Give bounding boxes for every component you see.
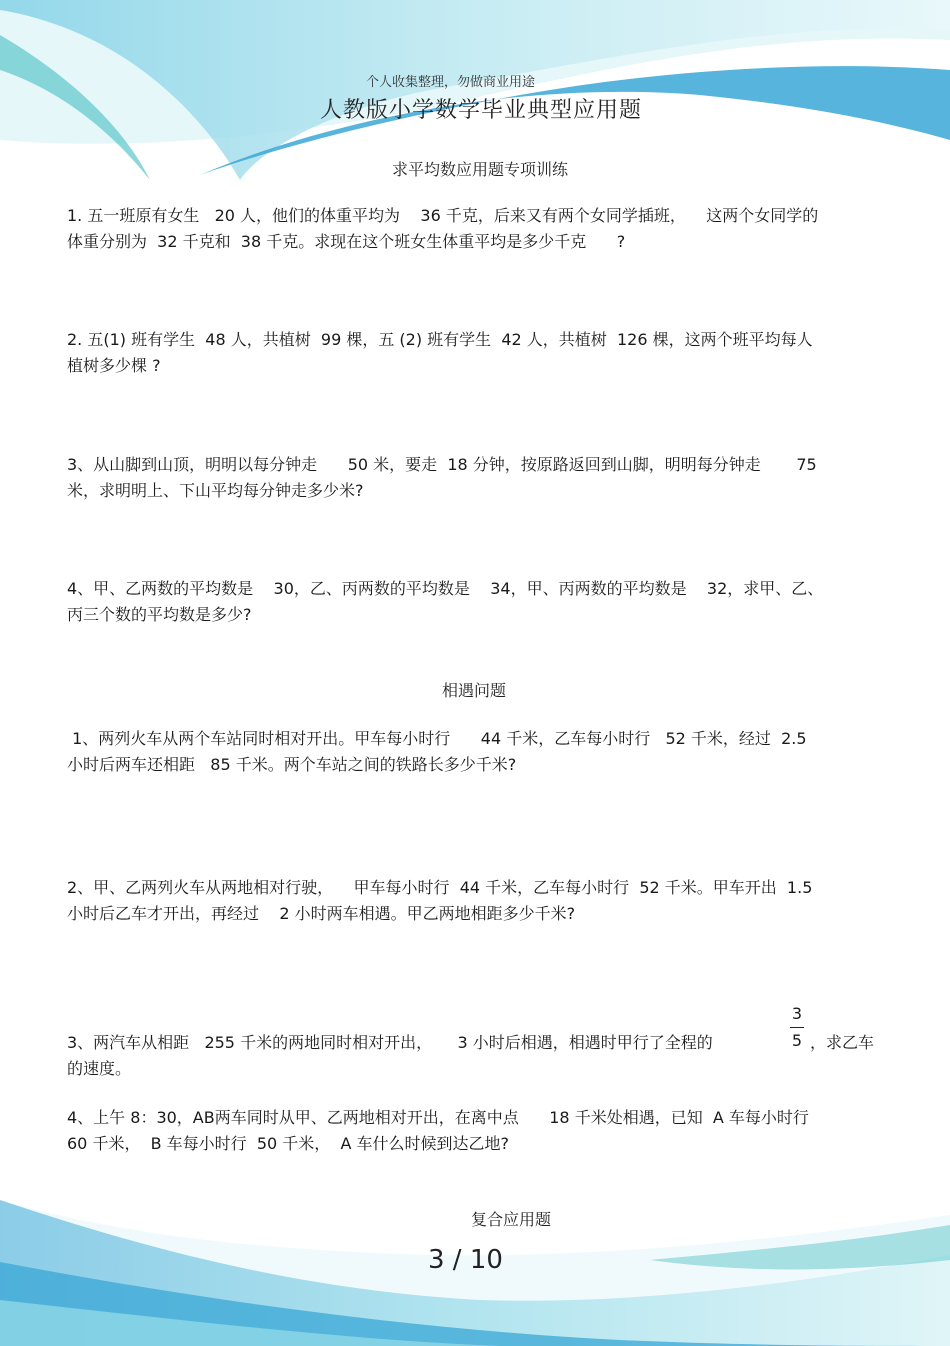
question-line: 米，求明明上、下山平均每分钟走多少米? bbox=[67, 481, 364, 500]
section-title-average: 求平均数应用题专项训练 bbox=[392, 160, 569, 179]
question-line: 60 千米， B 车每小时行 50 千米， A 车什么时候到达乙地? bbox=[67, 1134, 509, 1153]
fraction-three-fifths bbox=[787, 1004, 807, 1050]
question-line: 小时后乙车才开出，再经过 2 小时两车相遇。甲乙两地相距多少千米? bbox=[67, 904, 576, 923]
question-line: 2. 五(1) 班有学生 48 人，共植树 99 棵，五 (2) 班有学生 42 人，共植树 126 棵，这两个班平均每人 bbox=[67, 330, 813, 349]
fraction-bar bbox=[790, 1027, 804, 1028]
question-line: 1. 五一班原有女生 20 人，他们的体重平均为 36 千克，后来又有两个女同学插班， 这两个女同学的 bbox=[67, 206, 819, 225]
question-average-2 bbox=[67, 327, 882, 379]
question-average-1 bbox=[67, 203, 882, 255]
question-meeting-2 bbox=[67, 875, 882, 927]
question-meeting-3 bbox=[67, 1030, 882, 1082]
fraction-denominator: 5 bbox=[791, 1031, 803, 1050]
question-average-3 bbox=[67, 452, 882, 504]
page-number: 3 / 10 bbox=[428, 1245, 503, 1275]
question-text: 3、两汽车从相距 255 千米的两地同时相对开出， 3 小时后相遇，相遇时甲行了全程的 bbox=[67, 1033, 713, 1052]
question-line: 的速度。 bbox=[67, 1059, 132, 1078]
question-line: 2、甲、乙两列火车从两地相对行驶， 甲车每小时行 44 千米，乙车每小时行 52 千米。甲车开出 1.5 bbox=[67, 878, 813, 897]
question-text-continued: ，求乙车 bbox=[810, 1033, 875, 1052]
question-line: 丙三个数的平均数是多少? bbox=[67, 605, 252, 624]
question-line: 3、从山脚到山顶，明明以每分钟走 50 米，要走 18 分钟，按原路返回到山脚，明明每分钟走 75 bbox=[67, 455, 817, 474]
question-line: 体重分别为 32 千克和 38 千克。求现在这个班女生体重平均是多少千克 ? bbox=[67, 232, 626, 251]
question-average-4 bbox=[67, 576, 882, 628]
question-line: 4、上午 8：30，AB两车同时从甲、乙两地相对开出，在离中点 18 千米处相遇，已知 A 车每小时行 bbox=[67, 1108, 809, 1127]
question-line: 1、两列火车从两个车站同时相对开出。甲车每小时行 44 千米，乙车每小时行 52 千米，经过 2.5 bbox=[67, 729, 807, 748]
question-line bbox=[67, 1030, 882, 1056]
section-title-meeting: 相遇问题 bbox=[442, 681, 507, 700]
question-line: 植树多少棵 ? bbox=[67, 356, 161, 375]
document-title: 人教版小学数学毕业典型应用题 bbox=[320, 98, 643, 123]
question-meeting-1 bbox=[67, 726, 882, 778]
question-line: 小时后两车还相距 85 千米。两个车站之间的铁路长多少千米? bbox=[67, 755, 517, 774]
question-meeting-4 bbox=[67, 1105, 882, 1157]
section-title-compound: 复合应用题 bbox=[471, 1210, 552, 1229]
watermark-text: 个人收集整理，勿做商业用途 bbox=[366, 75, 536, 90]
question-line: 4、甲、乙两数的平均数是 30，乙、丙两数的平均数是 34，甲、丙两数的平均数是 32，求甲、乙、 bbox=[67, 579, 824, 598]
fraction-numerator: 3 bbox=[791, 1004, 803, 1023]
